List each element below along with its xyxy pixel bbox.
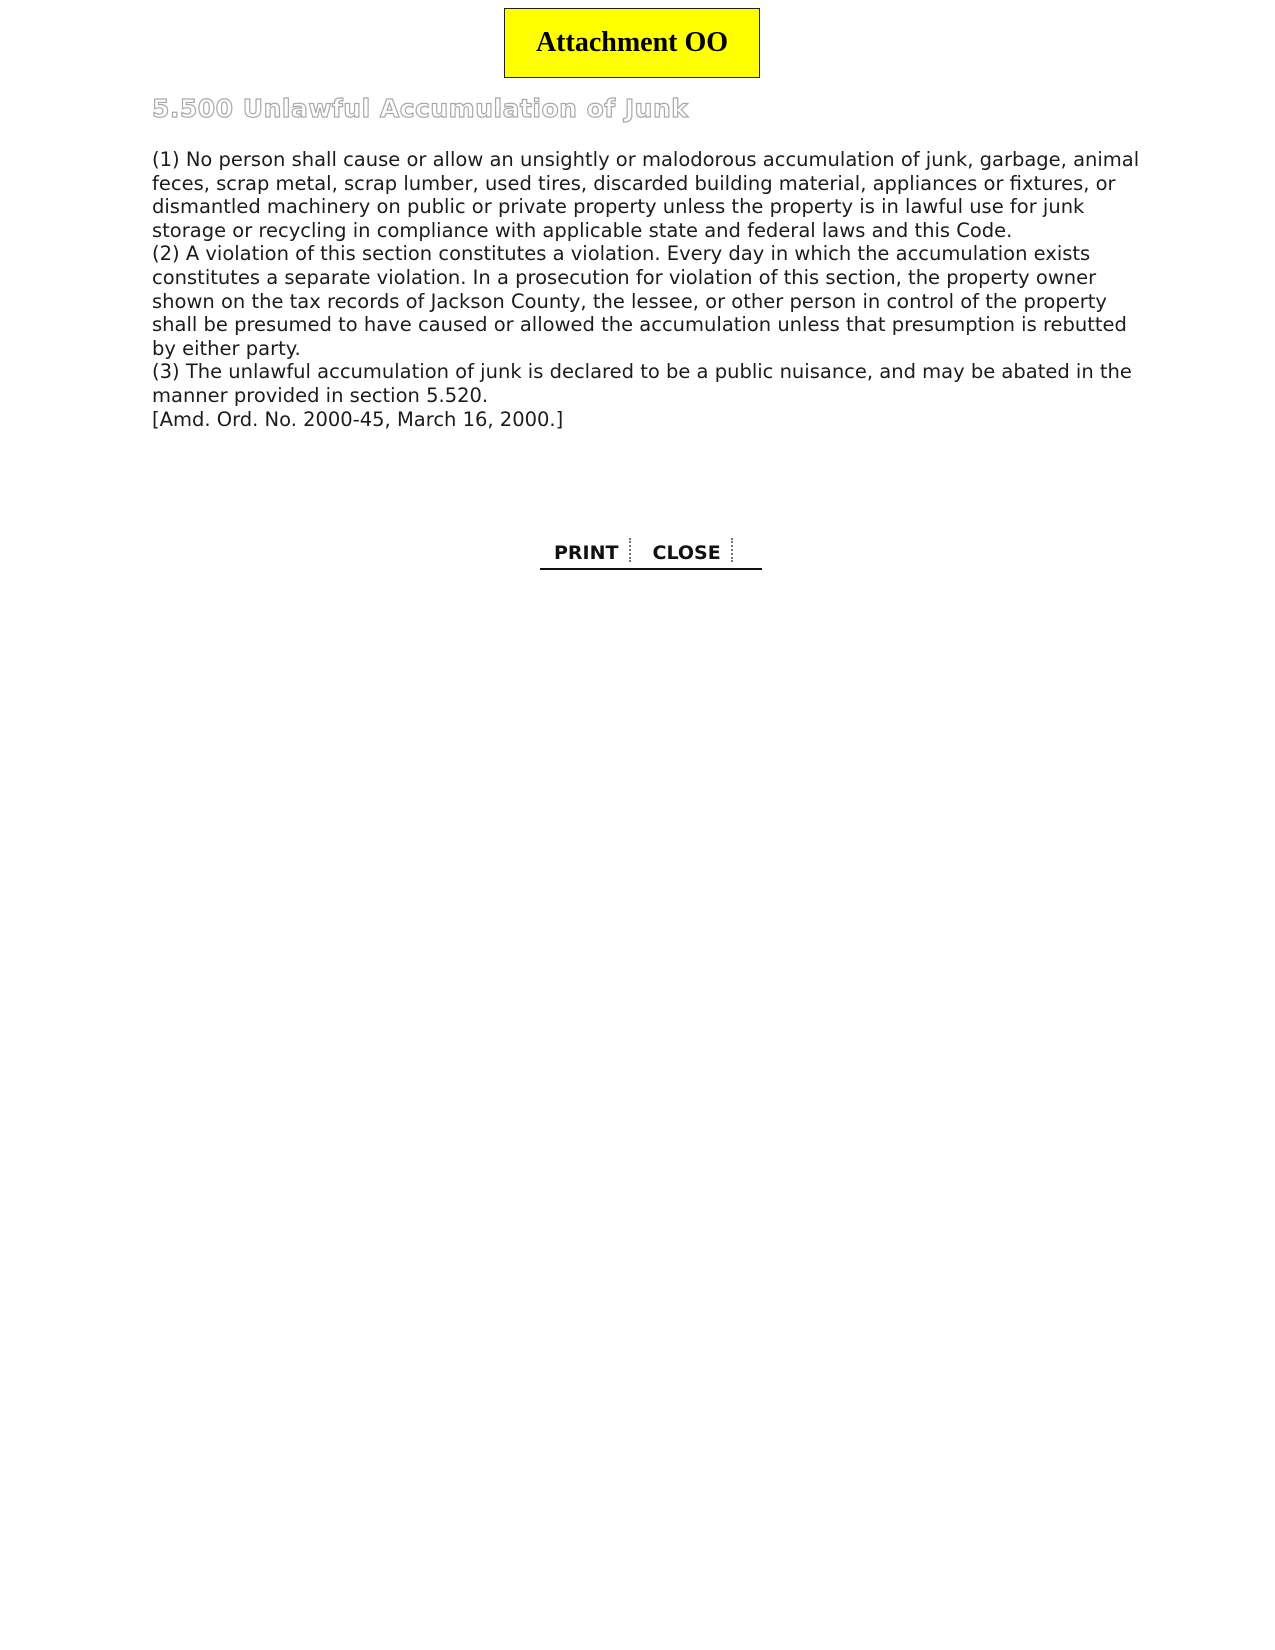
separator — [629, 538, 631, 562]
print-link[interactable]: PRINT — [554, 542, 619, 564]
separator — [731, 538, 733, 562]
amendment-note: [Amd. Ord. No. 2000-45, March 16, 2000.] — [152, 407, 564, 431]
attachment-label-box — [504, 8, 760, 78]
section-title: 5.500 Unlawful Accumulation of Junk — [152, 94, 689, 123]
close-link[interactable]: CLOSE — [652, 542, 721, 564]
action-bar — [540, 540, 762, 570]
section-body — [152, 148, 1144, 431]
paragraph-2: (2) A violation of this section constitutes a violation. Every day in which the accumulation exists constitutes a separate violation. In a prosecution for violation of this section, the property owner shown on the tax records of Jackson County, the lessee, or other person in control of the property shall be presumed to have caused or allowed the accumulation unless that presumption is rebutted by either party. — [152, 242, 1127, 360]
paragraph-1: (1) No person shall cause or allow an unsightly or malodorous accumulation of junk, garbage, animal feces, scrap metal, scrap lumber, used tires, discarded building material, appliances or fixtures, or dismantled machinery on public or private property unless the property is in lawful use for junk storage or recycling in compliance with applicable state and federal laws and this Code. — [152, 148, 1140, 242]
paragraph-3: (3) The unlawful accumulation of junk is declared to be a public nuisance, and may be abated in the manner provided in section 5.520. — [152, 360, 1132, 407]
attachment-label: Attachment OO — [535, 27, 729, 58]
